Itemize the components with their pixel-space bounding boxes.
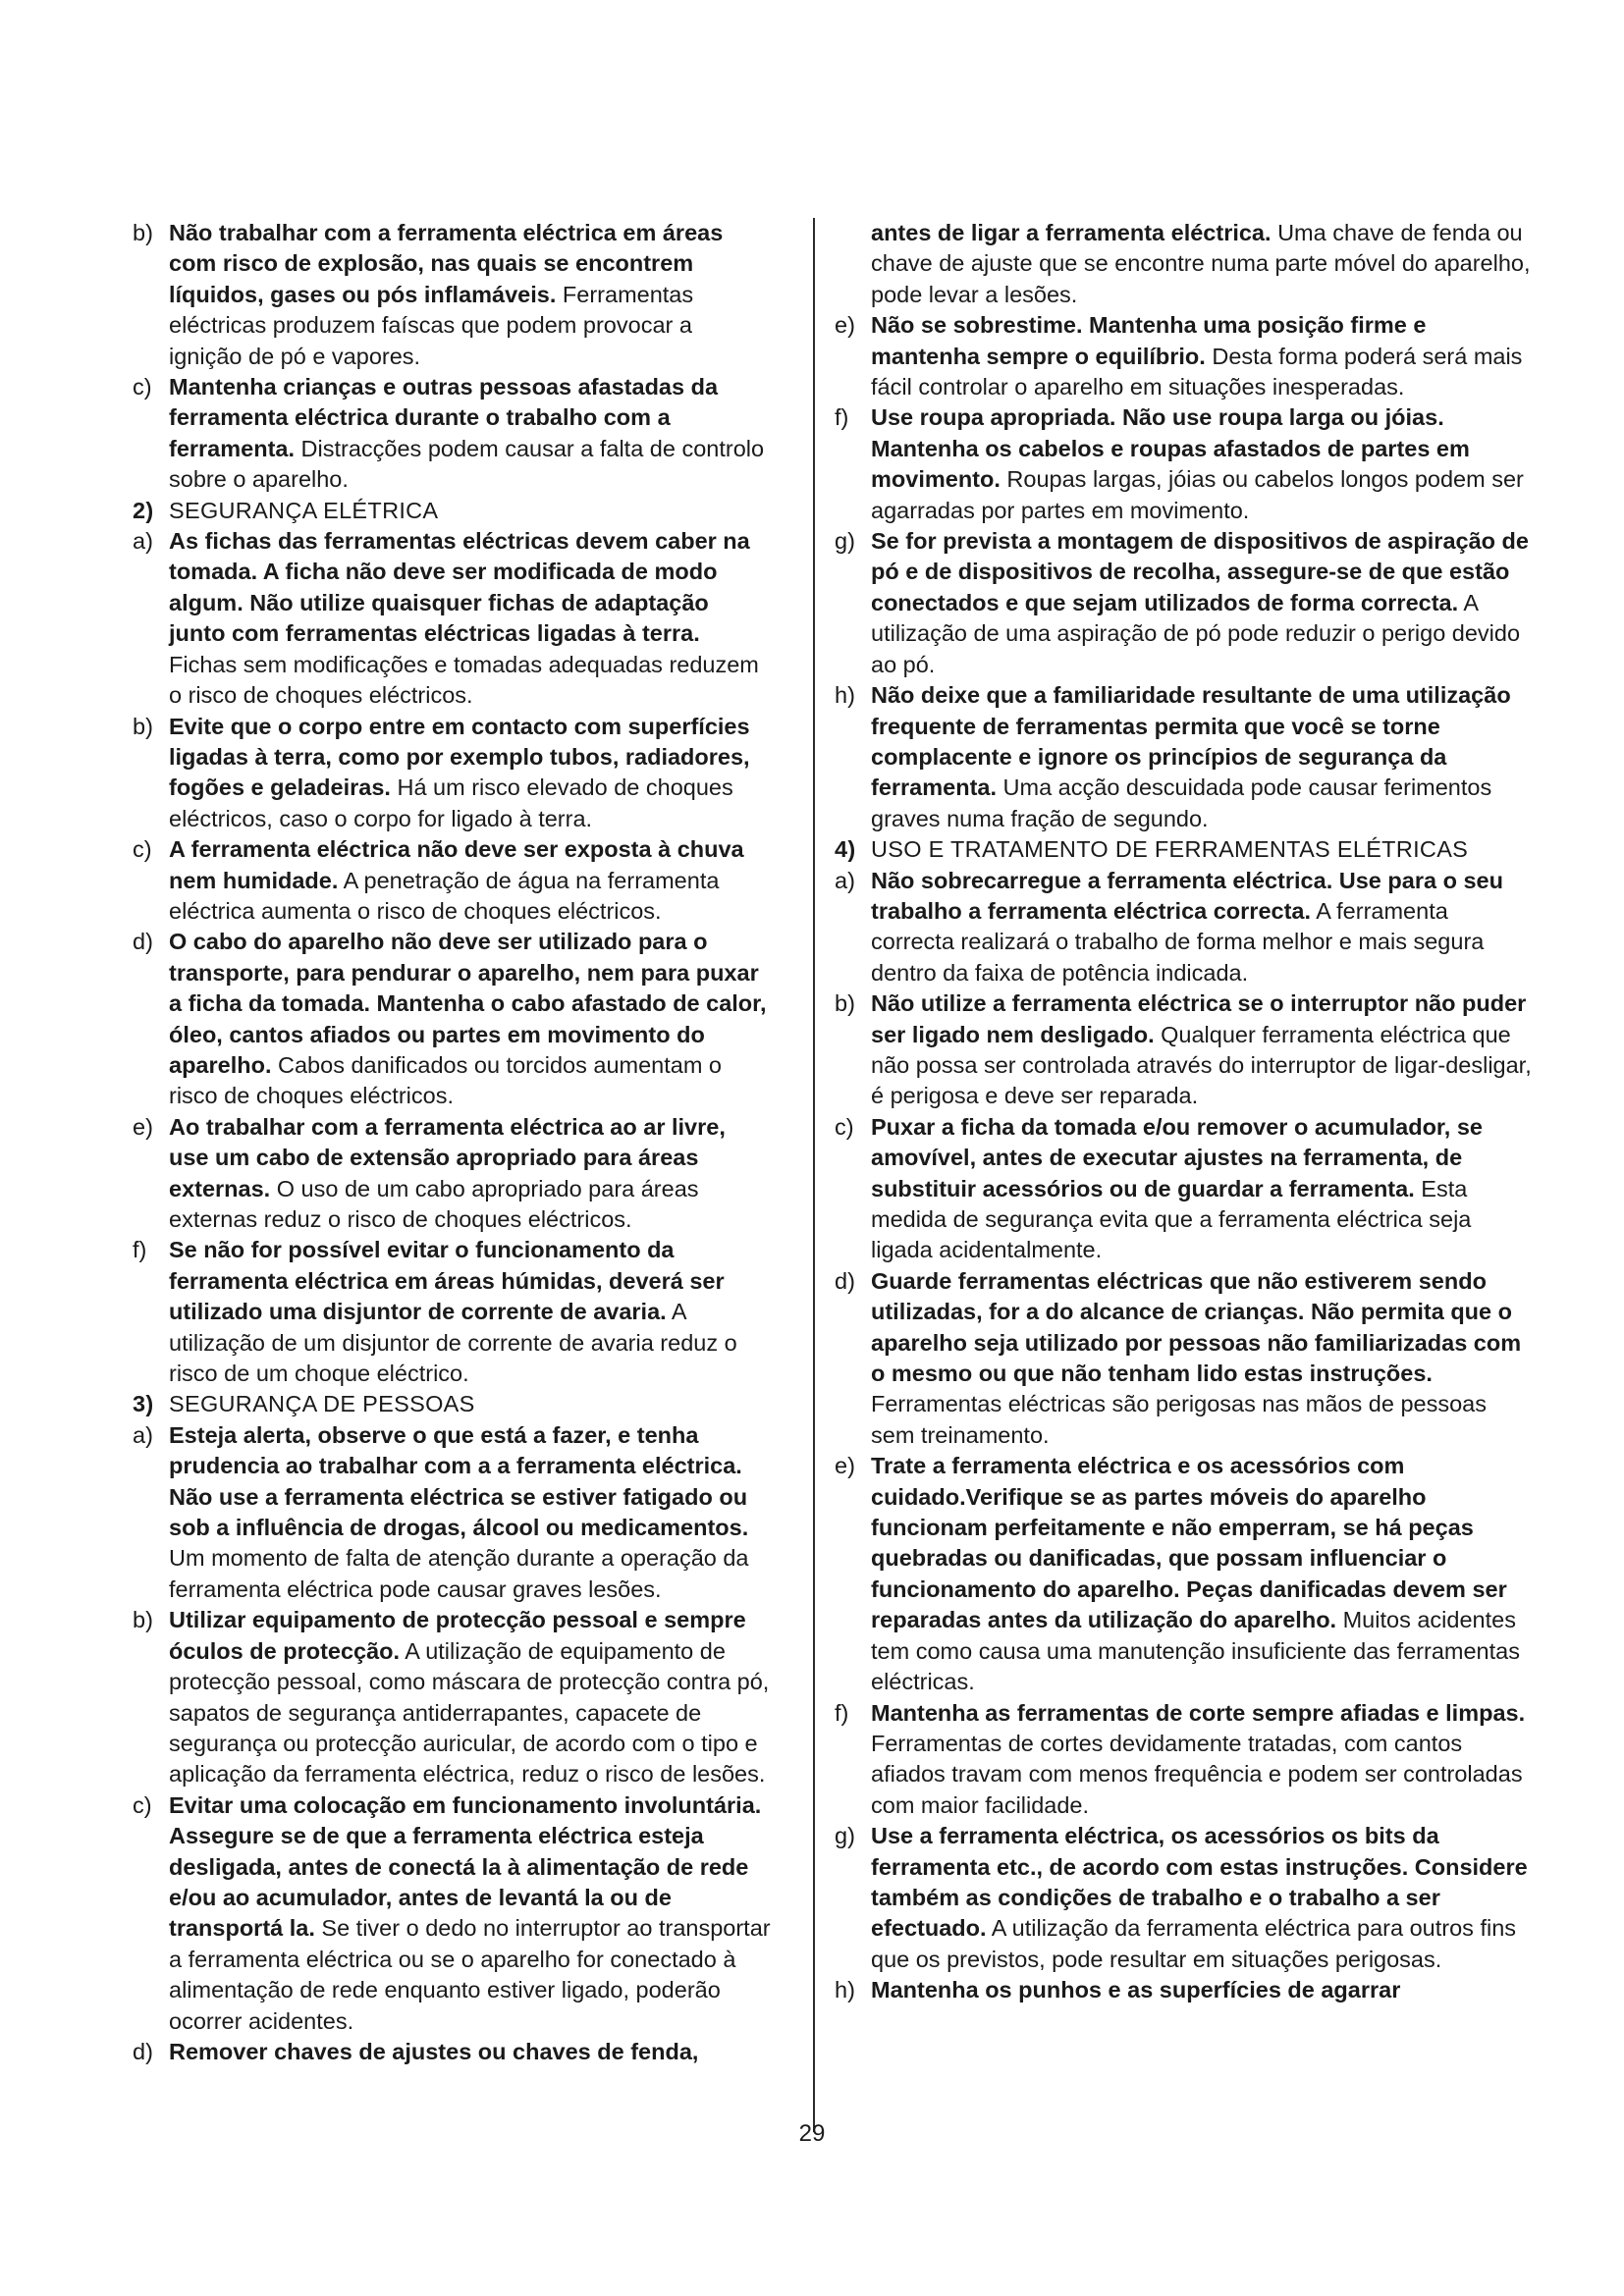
item-explanation-text: Ferramentas de cortes devidamente tratadas, com cantos afiados travam com menos frequência e podem ser controladas com maior facilidade. (871, 1730, 1523, 1818)
item-explanation-text: Fichas sem modificações e tomadas adequadas reduzem o risco de choques eléctricos. (169, 651, 759, 709)
item-explanation-text: Distracções podem causar a falta de controlo sobre o aparelho. (169, 435, 765, 493)
column-divider (813, 218, 815, 2132)
right-column (835, 218, 1534, 2006)
list-item (835, 1698, 1534, 1822)
list-item (133, 834, 771, 927)
section-number: 3) (133, 1391, 154, 1417)
list-item (835, 1266, 1534, 1451)
item-warning-text: Use roupa apropriada. Não use roupa larga ou jóias. Mantenha os cabelos e roupas afastados de partes em movimento. (871, 404, 1470, 493)
item-label: e) (133, 1113, 153, 1140)
item-explanation-text: Um momento de falta de atenção durante a operação da ferramenta eléctrica pode causar graves lesões. (169, 1545, 749, 1602)
item-label: e) (835, 1453, 855, 1479)
item-warning-text: Use a ferramenta eléctrica, os acessórios os bits da ferramenta etc., de acordo com estas instruções. Considere também as condições de trabalho e o trabalho a ser efectuado. (871, 1823, 1528, 1942)
item-label: a) (835, 867, 855, 893)
item-label: a) (133, 528, 153, 555)
list-item (133, 1112, 771, 1236)
item-explanation-text: Cabos danificados ou torcidos aumentam o risco de choques eléctricos. (169, 1051, 722, 1109)
list-item (133, 1235, 771, 1389)
list-item (133, 218, 771, 372)
page-number: 29 (798, 2120, 826, 2147)
section-number: 2) (133, 497, 154, 523)
item-warning-text: As fichas das ferramentas eléctricas devem caber na tomada. A ficha não deve ser modificada de modo algum. Não utilize quaisquer fichas de adaptação junto com ferramentas eléctricas ligadas à terra. (169, 528, 750, 647)
list-item (835, 402, 1534, 526)
section-title: USO E TRATAMENTO DE FERRAMENTAS ELÉTRICAS (871, 836, 1469, 863)
list-item (133, 1790, 771, 2037)
item-explanation-text: Uma acção descuidada pode causar ferimentos graves numa fração de segundo. (871, 774, 1492, 831)
item-label: e) (835, 312, 855, 339)
list-item (133, 712, 771, 835)
section-number: 4) (835, 836, 856, 863)
item-warning-text: Não trabalhar com a ferramenta eléctrica em áreas com risco de explosão, nas quais se encontrem líquidos, gases ou pós inflamáveis. (169, 220, 724, 307)
item-warning-text: Não utilize a ferramenta eléctrica se o interruptor não puder ser ligado nem desligado. (871, 990, 1527, 1047)
item-warning-text: Trate a ferramenta eléctrica e os acessórios com cuidado.Verifique se as partes móveis do aparelho funcionam perfeitamente e não emperram, se há peças quebradas ou danificadas, que possam influenciar o funcionamento do aparelho. Peças danificadas devem ser reparadas antes da utilização do aparelho. (871, 1453, 1507, 1633)
item-explanation-text: Ferramentas eléctricas produzem faíscas que podem provocar a ignição de pó e vapores. (169, 281, 694, 369)
item-explanation-text: A utilização de equipamento de protecção pessoal, como máscara de protecção contra pó, sapatos de segurança antiderrapantes, capacete de segurança ou protecção auricular, de acordo com o tipo e aplicação da ferramenta eléctrica, reduz o risco de lesões. (169, 1637, 770, 1788)
section-heading (133, 496, 771, 526)
item-warning-text: Não deixe que a familiaridade resultante de uma utilização frequente de ferramentas permita que você se torne complacente e ignore os princípios de segurança da ferramenta. (871, 682, 1511, 801)
item-warning-text: Esteja alerta, observe o que está a fazer, e tenha prudencia ao trabalhar com a a ferramenta eléctrica. Não use a ferramenta eléctrica se estiver fatigado ou sob a influência de drogas, álcool ou medicamentos. (169, 1421, 749, 1541)
item-warning-text: Ao trabalhar com a ferramenta eléctrica ao ar livre, use um cabo de extensão apropriado para áreas externas. (169, 1113, 726, 1201)
item-explanation-text: Uma chave de fenda ou chave de ajuste que se encontre numa parte móvel do aparelho, pode levar a lesões. (871, 220, 1531, 307)
item-explanation-text: A ferramenta correcta realizará o trabalho de forma melhor e mais segura dentro da faixa de potência indicada. (871, 897, 1485, 986)
list-item (133, 372, 771, 496)
item-label: c) (835, 1113, 854, 1140)
item-label: f) (835, 404, 849, 431)
item-label: f) (133, 1237, 147, 1263)
item-label: g) (835, 1823, 855, 1849)
list-item (835, 680, 1534, 834)
list-item (133, 927, 771, 1111)
item-warning-text: Guarde ferramentas eléctricas que não estiverem sendo utilizadas, for a do alcance de crianças. Não permita que o aparelho seja utilizado por pessoas não familiarizadas com o mesmo ou que não tenham lido estas instruções. (871, 1267, 1522, 1387)
item-warning-text: A ferramenta eléctrica não deve ser exposta à chuva nem humidade. (169, 836, 744, 893)
item-warning-text: Se não for possível evitar o funcionamento da ferramenta eléctrica em áreas húmidas, deverá ser utilizado uma disjuntor de corrente de avaria. (169, 1237, 725, 1325)
list-item (133, 1605, 771, 1789)
list-item (133, 1420, 771, 1605)
item-explanation-text: A penetração de água na ferramenta eléctrica aumenta o risco de choques eléctricos. (169, 867, 720, 924)
list-item (835, 1821, 1534, 1975)
section-heading (835, 834, 1534, 865)
section-title: SEGURANÇA ELÉTRICA (169, 497, 439, 523)
list-item (835, 1112, 1534, 1266)
list-item (835, 1451, 1534, 1697)
list-item (133, 526, 771, 711)
item-label: c) (133, 1791, 152, 1818)
item-label: h) (835, 1977, 855, 2003)
item-explanation-text: Há um risco elevado de choques eléctricos, caso o corpo for ligado à terra. (169, 774, 733, 831)
list-item (835, 310, 1534, 402)
item-explanation-text: A utilização de um disjuntor de corrente de avaria reduz o risco de um choque eléctrico. (169, 1299, 737, 1387)
item-label: b) (133, 713, 153, 739)
item-label: g) (835, 528, 855, 555)
item-warning-text: Mantenha os punhos e as superfícies de agarrar (871, 1977, 1401, 2003)
item-label: h) (835, 682, 855, 709)
item-warning-text: Utilizar equipamento de protecção pessoal e sempre óculos de protecção. (169, 1607, 746, 1664)
item-warning-text: Evitar uma colocação em funcionamento involuntária. Assegure se de que a ferramenta eléctrica esteja desligada, antes de conectá la à alimentação de rede e/ou ao acumulador, antes de levantá la ou de transportá la. (169, 1791, 762, 1942)
item-explanation-text: Roupas largas, jóias ou cabelos longos podem ser agarradas por partes em movimento. (871, 466, 1524, 523)
item-explanation-text: A utilização de uma aspiração de pó pode reduzir o perigo devido ao pó. (871, 589, 1521, 677)
item-explanation-text: Esta medida de segurança evita que a ferramenta eléctrica seja ligada acidentalmente. (871, 1175, 1472, 1263)
item-warning-text: Puxar a ficha da tomada e/ou remover o acumulador, se amovível, antes de executar ajustes na ferramenta, de substituir acessórios ou de guardar a ferramenta. (871, 1113, 1483, 1201)
list-item (835, 526, 1534, 680)
item-label: a) (133, 1421, 153, 1448)
item-warning-text: Se for prevista a montagem de dispositivos de aspiração de pó e de dispositivos de recolha, assegure-se de que estão conectados e que sejam utilizados de forma correcta. (871, 528, 1529, 615)
list-item (835, 1975, 1534, 2005)
item-warning-text: O cabo do aparelho não deve ser utilizado para o transporte, para pendurar o aparelho, nem para puxar a ficha da tomada. Mantenha o cabo afastado de calor, óleo, cantos afiados ou partes em movimento do aparelho. (169, 929, 767, 1078)
item-warning-text: Evite que o corpo entre em contacto com superfícies ligadas à terra, como por exemplo tubos, radiadores, fogões e geladeiras. (169, 713, 750, 801)
section-title: SEGURANÇA DE PESSOAS (169, 1391, 475, 1417)
item-explanation-text: Desta forma poderá será mais fácil controlar o aparelho em situações inesperadas. (871, 343, 1523, 400)
item-label: b) (133, 220, 153, 245)
item-warning-text: Mantenha as ferramentas de corte sempre afiadas e limpas. (871, 1699, 1526, 1726)
list-item (835, 988, 1534, 1112)
item-label: d) (133, 929, 153, 955)
item-warning-text: Mantenha crianças e outras pessoas afastadas da ferramenta eléctrica durante o trabalho com a ferramenta. (169, 374, 719, 461)
item-explanation-text: O uso de um cabo apropriado para áreas externas reduz o risco de choques eléctricos. (169, 1175, 699, 1232)
item-warning-text: Remover chaves de ajustes ou chaves de fenda, (169, 2038, 699, 2064)
item-label: c) (133, 374, 152, 400)
left-column (133, 218, 771, 2067)
list-item (133, 2037, 771, 2067)
item-label: d) (133, 2038, 153, 2064)
section-heading (133, 1389, 771, 1419)
item-label: f) (835, 1699, 849, 1726)
item-explanation-text: Qualquer ferramenta eléctrica que não possa ser controlada através do interruptor de ligar-desligar, é perigosa e deve ser reparada. (871, 1021, 1532, 1109)
item-explanation-text: Se tiver o dedo no interruptor ao transportar a ferramenta eléctrica ou se o aparelho for conectado à alimentação de rede enquanto estiver ligado, poderão ocorrer acidentes. (169, 1915, 771, 2034)
item-label: b) (835, 990, 855, 1017)
item-explanation-text: Muitos acidentes tem como causa uma manutenção insuficiente das ferramentas eléctricas. (871, 1607, 1520, 1695)
item-warning-text: Não se sobrestime. Mantenha uma posição firme e mantenha sempre o equilíbrio. (871, 312, 1427, 369)
item-warning-text: antes de ligar a ferramenta eléctrica. (871, 220, 1272, 245)
list-item (835, 218, 1534, 310)
item-explanation-text: A utilização da ferramenta eléctrica para outros fins que os previstos, pode resultar em situações perigosas. (871, 1915, 1517, 1972)
item-explanation-text: Ferramentas eléctricas são perigosas nas mãos de pessoas sem treinamento. (871, 1391, 1487, 1448)
list-item (835, 866, 1534, 989)
item-warning-text: Não sobrecarregue a ferramenta eléctrica. Use para o seu trabalho a ferramenta eléctrica correcta. (871, 867, 1503, 924)
item-label: b) (133, 1607, 153, 1633)
item-label: c) (133, 836, 152, 863)
item-label: d) (835, 1267, 855, 1294)
